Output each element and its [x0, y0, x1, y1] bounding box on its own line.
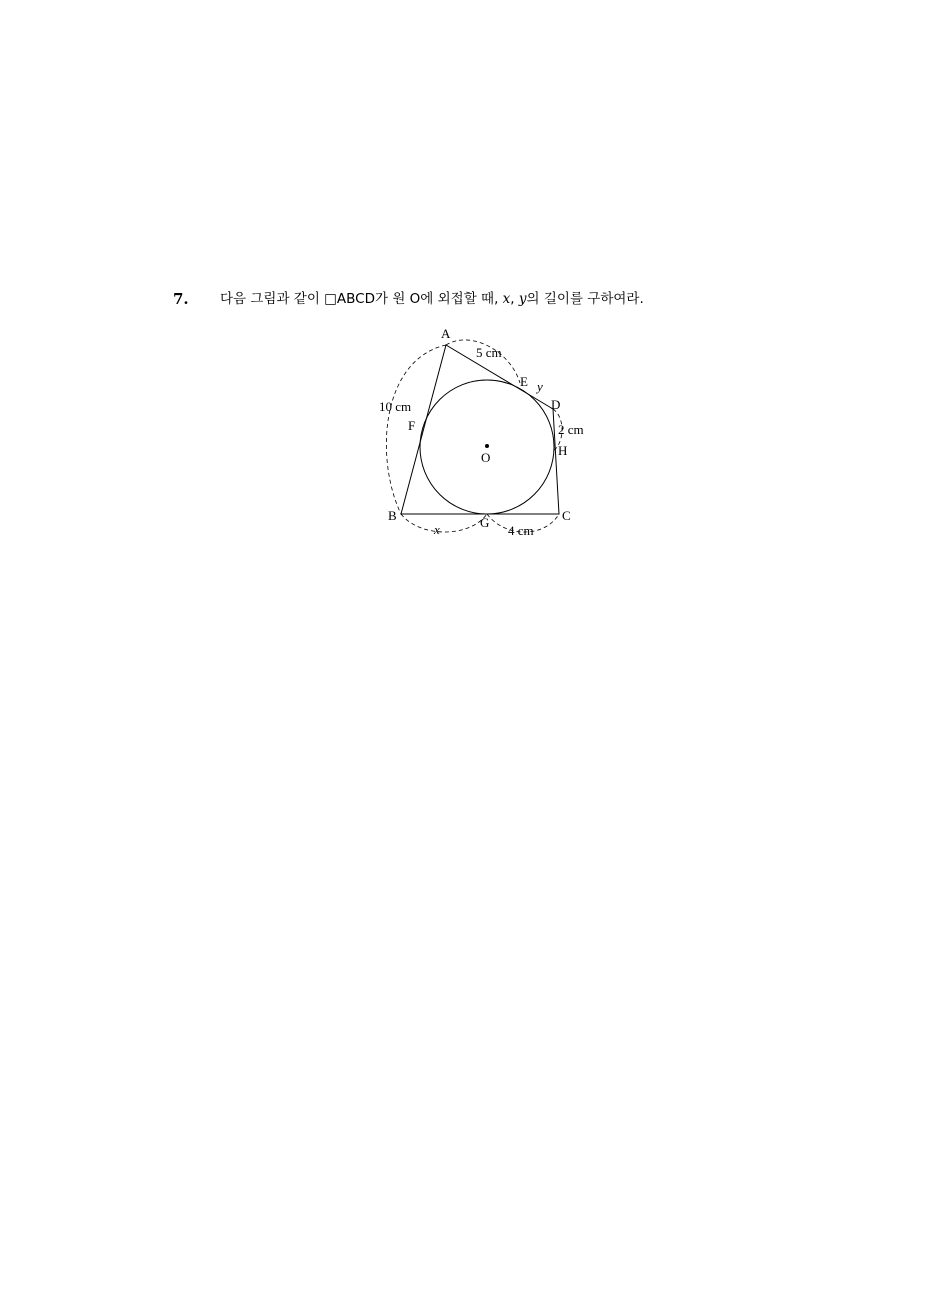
length-label-ed: y: [537, 379, 543, 394]
geometry-figure: [360, 322, 600, 544]
label-a: A: [441, 326, 451, 341]
label-c: C: [562, 508, 571, 523]
length-label-gc: 4 cm: [508, 523, 534, 538]
length-label-ab: 10 cm: [379, 399, 412, 414]
variable-y: y: [518, 291, 527, 307]
variable-x: x: [502, 291, 511, 307]
label-g: G: [480, 515, 490, 530]
dashed-arc-bg: [401, 514, 490, 532]
label-f: F: [408, 418, 416, 433]
length-label-bg: x: [434, 522, 440, 537]
label-e: E: [520, 374, 528, 389]
length-label-ae: 5 cm: [476, 345, 502, 360]
dashed-arc-ab: [386, 345, 446, 514]
length-label-dh: 2 cm: [558, 422, 584, 437]
question-comma: ,: [510, 291, 519, 307]
quadrilateral-abcd: [401, 345, 559, 514]
question-text-part1: 다음 그림과 같이 □ABCD가 원 O에 외접할 때,: [220, 291, 503, 307]
quadrilateral-circle-diagram: [360, 322, 600, 544]
label-d: D: [551, 397, 561, 412]
label-o: O: [481, 450, 491, 465]
question-text-part2: 의 길이를 구하여라.: [526, 291, 644, 307]
label-h: H: [558, 443, 568, 458]
label-b: B: [388, 508, 397, 523]
question-number: 7.: [173, 290, 189, 308]
center-point-o: [485, 444, 489, 448]
question-text: [220, 290, 644, 308]
